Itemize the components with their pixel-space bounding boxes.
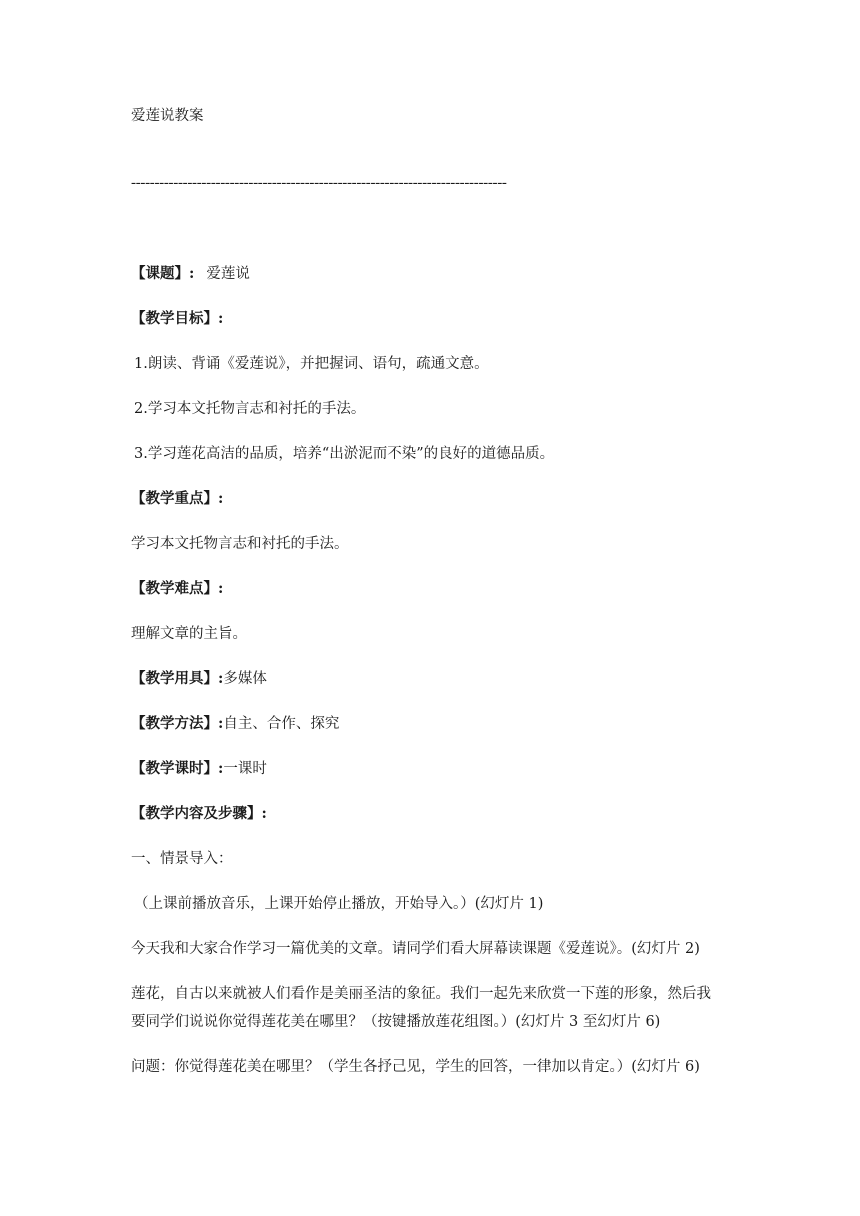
section1-para1: （上课前播放音乐，上课开始停止播放，开始导入。）(幻灯片 1) [134, 896, 544, 912]
key-points-value: 学习本文托物言志和衬托的手法。 [131, 536, 349, 552]
periods-row [131, 759, 267, 779]
methods-label: 【教学方法】: [131, 715, 224, 732]
section1-para4: 问题：你觉得莲花美在哪里？（学生各抒己见，学生的回答，一律加以肯定。）(幻灯片 6) [131, 1059, 700, 1075]
periods-value: 一课时 [223, 761, 267, 777]
lesson-row [131, 264, 250, 284]
separator-line: -------------------------------------------------------------------------------- [131, 175, 507, 191]
goal-item-3: 3.学习莲花高洁的品质，培养“出淤泥而不染”的良好的道德品质。 [134, 446, 555, 462]
section1-para3-line2: 要同学们说说你觉得莲花美在哪里？（按键播放莲花组图。）(幻灯片 3 至幻灯片 6) [131, 1014, 661, 1030]
document-title: 爱莲说教案 [131, 108, 204, 124]
difficulties-value: 理解文章的主旨。 [131, 626, 247, 642]
content-label: 【教学内容及步骤】: [131, 805, 267, 822]
goal-item-1: 1.朗读、背诵《爱莲说》，并把握词、语句，疏通文意。 [134, 356, 489, 372]
difficulties-label: 【教学难点】: [131, 580, 224, 597]
key-points-label: 【教学重点】: [131, 490, 224, 507]
goals-label: 【教学目标】: [131, 310, 224, 327]
periods-label: 【教学课时】: [131, 760, 224, 777]
section1-heading: 一、情景导入： [131, 851, 233, 867]
section1-para2: 今天我和大家合作学习一篇优美的文章。请同学们看大屏幕读课题《爱莲说》。(幻灯片 2) [131, 941, 700, 957]
methods-value: 自主、合作、探究 [223, 716, 340, 732]
methods-row [131, 714, 339, 734]
lesson-value: 爱莲说 [206, 266, 250, 282]
tools-label: 【教学用具】: [131, 670, 224, 687]
tools-value: 多媒体 [223, 671, 267, 687]
section1-para3-line1: 莲花，自古以来就被人们看作是美丽圣洁的象征。我们一起先来欣赏一下莲的形象，然后我 [131, 986, 711, 1002]
goal-item-2: 2.学习本文托物言志和衬托的手法。 [134, 401, 366, 417]
lesson-label: 【课题】: [131, 265, 195, 282]
tools-row [131, 669, 267, 689]
